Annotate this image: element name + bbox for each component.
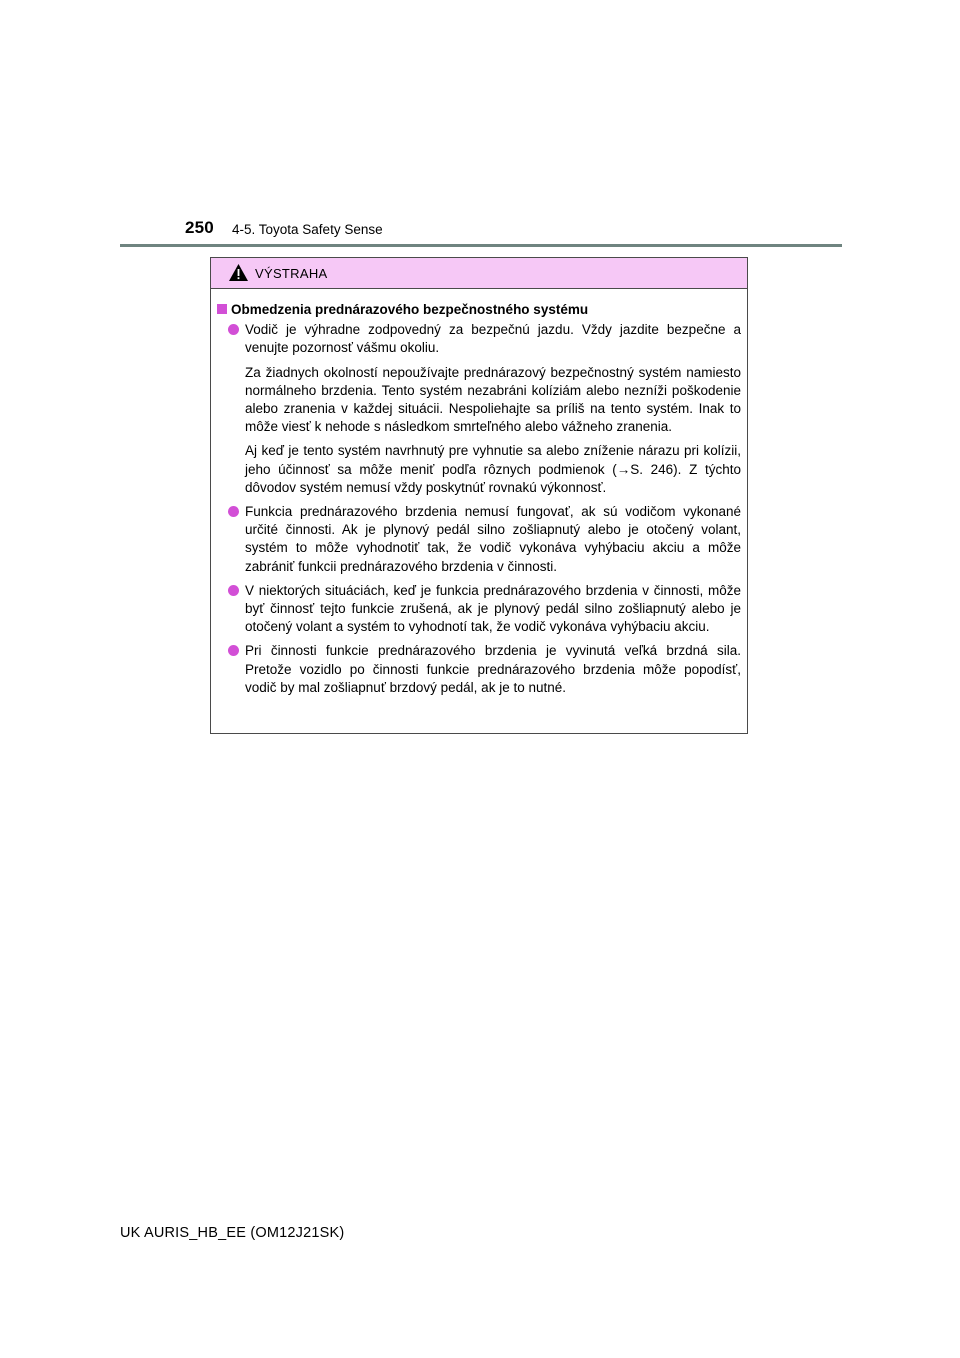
warning-label: VÝSTRAHA	[255, 266, 328, 281]
warning-triangle-icon	[228, 263, 249, 282]
paragraph: Za žiadnych okolností nepoužívajte prednárazový bezpečnostný systém namiesto normálneho brzdenia. Tento systém nezabráni kolíziám alebo nezníži poškodenie alebo zranenia v každej situácii. Nespoliehajte sa príliš na tento systém. Inak to môže viesť k nehode s následkom smrteľného alebo vážneho zranenia.	[245, 364, 741, 435]
warning-body	[211, 289, 747, 697]
paragraph: Aj keď je tento systém navrhnutý pre vyhnutie sa alebo zníženie nárazu pri kolízii, jeho účinnosť sa môže meniť podľa rôznych podmienok (→S. 246). Z týchto dôvodov systém nemusí vždy poskytnúť rovnakú výkonnosť.	[245, 443, 741, 495]
paragraph: Vodič je výhradne zodpovedný za bezpečnú jazdu. Vždy jazdite bezpečne a venujte pozornosť vášmu okoliu.	[245, 322, 741, 356]
list-item-content	[245, 642, 741, 697]
footer-model-code: UK AURIS_HB_EE (OM12J21SK)	[120, 1225, 345, 1241]
dot-bullet-icon	[228, 324, 239, 335]
section-title: 4-5. Toyota Safety Sense	[232, 222, 383, 237]
paragraph: Pri činnosti funkcie prednárazového brzdenia je vyvinutá veľká brzdná sila. Pretože vozidlo po činnosti funkcie prednárazového brzdenia môže popodísť, vodič by mal zošliapnuť brzdový pedál, ak je to nutné.	[245, 643, 741, 695]
warning-heading-text: Obmedzenia prednárazového bezpečnostného systému	[231, 302, 589, 317]
list-item-content	[245, 503, 741, 576]
list-item-content	[245, 321, 741, 497]
warning-heading	[217, 301, 741, 319]
list-item	[228, 582, 741, 637]
paragraph: V niektorých situáciách, keď je funkcia prednárazového brzdenia v činnosti, môže byť činnosť tejto funkcie zrušená, ak je plynový pedál silno zošliapnutý alebo je otočený volant a systém to vyhodnotí tak, že vodič vykonáva vyhýbaciu akciu.	[245, 582, 741, 635]
list-item-content	[245, 582, 741, 637]
square-bullet-icon	[217, 304, 227, 314]
paragraph: Funkcia prednárazového brzdenia nemusí fungovať, ak sú vodičom vykonané určité činnosti. Ak je plynový pedál silno zošliapnutý alebo je otočený volant, systém to môže vyhodnotiť tak, že vodič vykonáva vyhýbaciu akciu a môže zabrániť funkcii prednárazového brzdenia v činnosti.	[245, 504, 741, 574]
warning-header	[211, 258, 747, 289]
list-item	[228, 503, 741, 576]
header-rule	[120, 244, 842, 247]
list-item	[228, 642, 741, 697]
page-number: 250	[185, 218, 214, 237]
dot-bullet-icon	[228, 585, 239, 596]
list-item	[228, 321, 741, 497]
dot-bullet-icon	[228, 506, 239, 517]
dot-bullet-icon	[228, 645, 239, 656]
warning-box	[210, 257, 748, 734]
